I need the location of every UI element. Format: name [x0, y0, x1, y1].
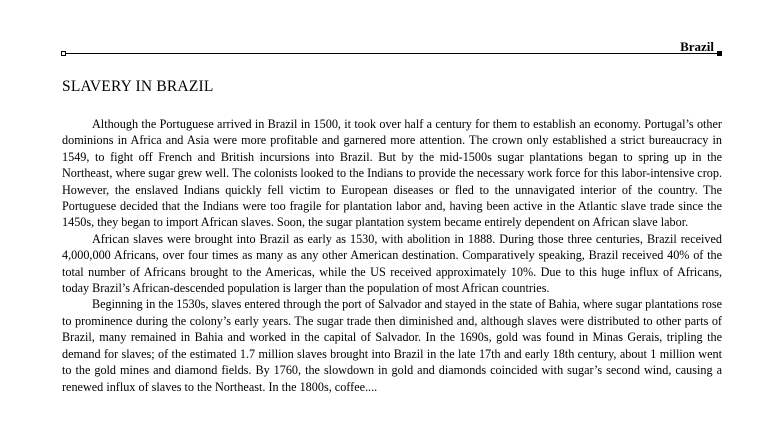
paragraph: Although the Portuguese arrived in Brazil in 1500, it took over half a century for them to establish an economy. Portugal’s other dominions in Africa and Asia were more profitable and garnered more attention. The crown only established a strict bureaucracy in 1549, to fight off French and British incursions into Brazil. But by the mid-1500s sugar plantations began to spring up in the Northeast, where sugar grew well. The colonists looked to the Indians to provide the necessary work force for this labor-intensive crop. However, the enslaved Indians quickly fell victim to European diseases or fled to the unnavigated interior of the country. The Portuguese decided that the Indians were too fragile for plantation labor and, having been active in the Atlantic slave trade since the 1450s, they began to import African slaves. Soon, the sugar plantation system became entirely dependent on African slave labor.: [62, 117, 722, 230]
paragraph: African slaves were brought into Brazil as early as 1530, with abolition in 1888. During those three centuries, Brazil received 4,000,000 Africans, over four times as many as any other American destination. Comparatively speaking, Brazil received 40% of the total number of Africans brought to the Americas, while the US received approximately 10%. Due to this huge influx of Africans, today Brazil’s African-descended population is larger than the population of most African countries.: [62, 231, 722, 296]
selection-handle-icon[interactable]: [717, 51, 722, 56]
document-body: [62, 116, 722, 395]
running-header: Brazil: [680, 39, 714, 54]
paragraph: Beginning in the 1530s, slaves entered through the port of Salvador and stayed in the state of Bahia, where sugar plantations rose to prominence during the colony’s early years. The sugar trade then diminished and, although slaves were distributed to other parts of Brazil, many remained in Bahia and worked in the capital of Salvador. In the 1690s, gold was found in Minas Gerais, tripling the demand for slaves; of the estimated 1.7 million slaves brought into Brazil in the late 17th and early 18th century, about 1 million went to the gold mines and diamond fields. By 1760, the slowdown in gold and diamonds coincided with sugar’s second wind, causing a renewed influx of slaves to the Northeast. In the 1800s, coffee....: [62, 297, 722, 394]
selection-handle-icon[interactable]: [61, 51, 66, 56]
document-title: SLAVERY IN BRAZIL: [62, 78, 214, 95]
header-rule: [64, 53, 720, 54]
